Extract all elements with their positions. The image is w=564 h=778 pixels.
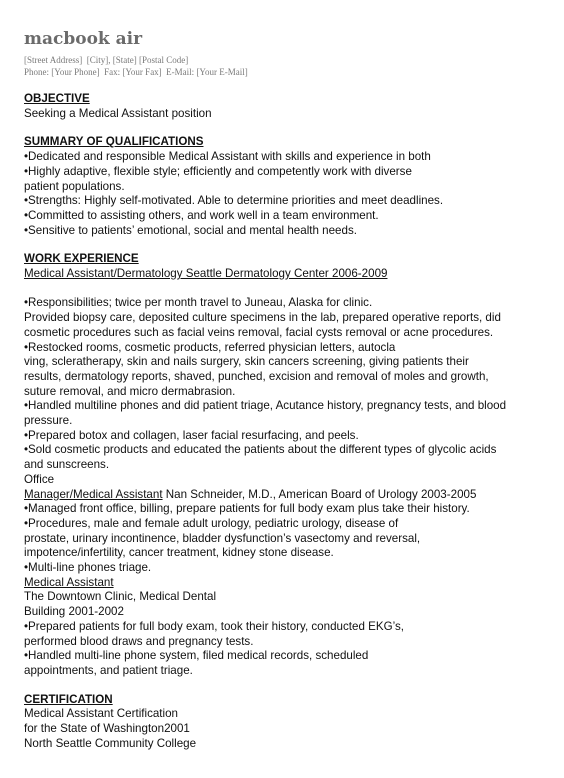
job-line: •Restocked rooms, cosmetic products, referred physician letters, autocla	[24, 340, 396, 354]
summary-line: •Dedicated and responsible Medical Assistant with skills and experience in both	[24, 150, 431, 164]
summary-line: •Highly adaptive, flexible style; efficiently and competently work with diverse	[24, 164, 412, 178]
objective-text: Seeking a Medical Assistant position	[24, 106, 212, 120]
resume-name: macbook air	[24, 29, 143, 49]
job-line: •Handled multi-line phone system, filed medical records, scheduled	[24, 649, 369, 663]
resume-page	[24, 28, 544, 752]
job-title-line	[24, 488, 544, 503]
spacer	[24, 282, 544, 297]
summary-line: •Strengths: Highly self-motivated. Able to determine priorities and meet deadlines.	[24, 194, 444, 208]
contact-address: [Street Address] [City], [State] [Postal Code]	[24, 55, 189, 65]
job-line: The Downtown Clinic, Medical Dental	[24, 590, 217, 604]
job-line: Provided biopsy care, deposited culture specimens in the lab, prepared operative reports, did	[24, 311, 501, 325]
job-line: •Managed front office, billing, prepare patients for full body exam plus take their history.	[24, 502, 470, 516]
summary-section	[24, 135, 544, 238]
job-line: prostate, urinary incontinence, bladder dysfunction’s vasectomy and reversal,	[24, 531, 421, 545]
job-line: performed blood draws and pregnancy tests.	[24, 634, 254, 648]
summary-heading: SUMMARY OF QUALIFICATIONS	[24, 135, 204, 149]
job-line: appointments, and patient triage.	[24, 664, 193, 677]
job-title: Medical Assistant/Dermatology Seattle Dermatology Center 2006-2009	[24, 267, 388, 281]
job-line: •Multi-line phones triage.	[24, 561, 152, 575]
job-line: results, dermatology reports, shaved, punched, excision and removal of moles and growth,	[24, 369, 489, 383]
certification-heading: CERTIFICATION	[24, 692, 113, 706]
job-line: impotence/infertility, cancer treatment, kidney stone disease.	[24, 546, 334, 560]
job-line: and sunscreens.	[24, 458, 110, 472]
job-line: •Responsibilities; twice per month travel to Juneau, Alaska for clinic.	[24, 296, 373, 310]
certification-line: Medical Assistant Certification	[24, 707, 179, 721]
job-line: suture removal, and micro dermabrasion.	[24, 384, 236, 398]
job-line: •Handled multiline phones and did patient triage, Acutance history, pregnancy tests, and blood	[24, 399, 507, 413]
job-line: •Procedures, male and female adult urology, pediatric urology, disease of	[24, 516, 399, 530]
contact-phone-fax-email: Phone: [Your Phone] Fax: [Your Fax] E-Mail: [Your E-Mail]	[24, 67, 248, 77]
certification-line: for the State of Washington2001	[24, 722, 190, 736]
job-line: ving, scleratherapy, skin and nails surgery, skin cancers screening, giving patients their	[24, 355, 469, 369]
summary-line: patient populations.	[24, 179, 125, 193]
job-line: Building 2001-2002	[24, 605, 124, 619]
objective-heading: OBJECTIVE	[24, 92, 90, 105]
certification-line: North Seattle Community College	[24, 736, 197, 750]
job-line: Office	[24, 472, 55, 486]
job-employer: Nan Schneider, M.D., American Board of Urology 2003-2005	[162, 487, 477, 501]
summary-line: •Sensitive to patients’ emotional, social and mental health needs.	[24, 223, 357, 237]
job-line: pressure.	[24, 414, 73, 428]
job-title: Manager/Medical Assistant	[24, 487, 163, 501]
certification-section	[24, 693, 544, 752]
work-heading: WORK EXPERIENCE	[24, 252, 139, 266]
job-line: cosmetic procedures such as facial veins removal, facial cysts removal or acne procedures.	[24, 325, 494, 339]
job-line: •Prepared patients for full body exam, took their history, conducted EKG’s,	[24, 619, 404, 633]
work-experience-section	[24, 252, 544, 678]
job-title: Medical Assistant	[24, 575, 114, 589]
job-line: •Sold cosmetic products and educated the patients about the different types of glycolic acids	[24, 443, 497, 457]
summary-line: •Committed to assisting others, and work well in a team environment.	[24, 208, 379, 222]
job-line: •Prepared botox and collagen, laser facial resurfacing, and peels.	[24, 428, 359, 442]
objective-section	[24, 92, 544, 121]
